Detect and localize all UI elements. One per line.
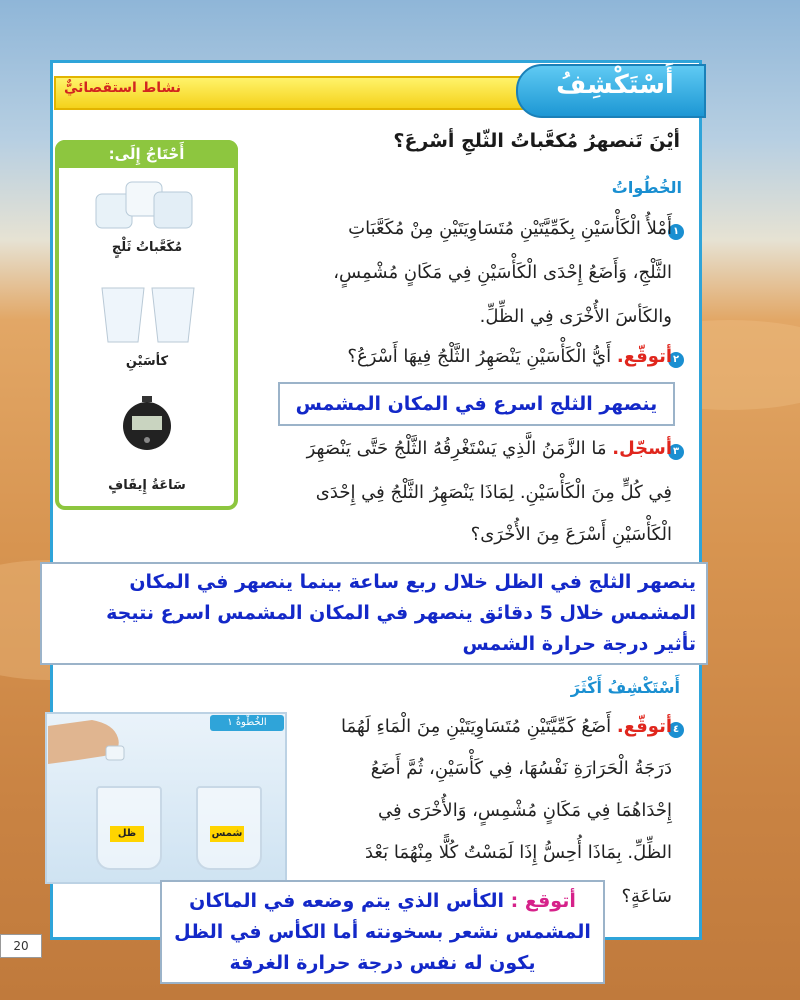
cups-icon xyxy=(98,284,198,346)
ice-cubes-icon xyxy=(92,176,202,234)
step2-text: أَيُّ الْكَأْسَيْنِ يَنْصَهِرُ الثَّلْجُ فِيهَا أَسْرَعُ؟ xyxy=(347,346,617,367)
material-cups-label: كأسَيْنِ xyxy=(125,354,169,369)
answer-line: تأثير درجة حرارة الشمس xyxy=(462,633,696,655)
material-ice-label: مُكَعَّباتُ ثَلْجٍ xyxy=(111,240,183,255)
answer-line: المشمس خلال 5 دقائق ينصهر في المكان المشمس اسرع نتيجة xyxy=(106,602,696,624)
step3-text: مَا الزَّمَنُ الَّذِي يَسْتَغْرِقُهُ الثَّلْجُ حَتَّى يَنْصَهِرَ xyxy=(306,438,613,459)
step4-line xyxy=(341,716,672,737)
step-number: ١ xyxy=(668,224,684,240)
record-keyword: أسجّل. xyxy=(612,438,672,459)
explore-more-heading: أَسْتَكْشِفُ أَكْثَرَ xyxy=(570,678,680,697)
section-title: أَسْتَكْشِفُ xyxy=(556,70,674,100)
step4-line: إِحْدَاهُمَا فِي مَكَانٍ مُشْمِسٍ، وَالأُخْرَى فِي xyxy=(377,800,672,821)
answer-text: الكأس الذي يتم وضعه في الماكان xyxy=(189,890,505,912)
predict-keyword: أتوقّع. xyxy=(616,346,672,367)
answer-box-step4 xyxy=(160,880,605,984)
step1-line: الثَّلْجِ، وَأَضَعُ إِحْدَى الْكَأْسَيْنِ فِي مَكَانٍ مُشْمِسٍ، xyxy=(333,262,672,283)
step-number: ٢ xyxy=(668,352,684,368)
step4-line: الظِّلِّ. بِمَاذَا أُحِسُّ إِذَا لَمَسْتُ كُلًّا مِنْهُمَا بَعْدَ xyxy=(364,842,672,863)
photo-step-tag: الخُطْوةُ ١ xyxy=(210,715,284,731)
step3-line xyxy=(307,438,672,459)
question-title: أيْنَ تَنصهرُ مُكعَّباتُ الثّلجِ أسْرعَ؟ xyxy=(393,130,680,152)
step3-line: فِي كُلٍّ مِنَ الْكَأْسَيْنِ. لِمَاذَا يَنْصَهِرُ الثَّلْجُ فِي إِحْدَى xyxy=(315,482,672,503)
step-number: ٣ xyxy=(668,444,684,460)
stopwatch-icon xyxy=(120,396,174,452)
answer-box-step2: ينصهر الثلج اسرع في المكان المشمس xyxy=(278,382,675,426)
page-number: 20 xyxy=(0,934,42,958)
step1-line: أَمْلأُ الْكَأْسَيْنِ بِكَمِّيَّتَيْنِ مُتَسَاوِيَتَيْنِ مِنْ مُكَعَّبَاتِ xyxy=(348,218,672,239)
banner-label: نشاط استقصائيٌّ xyxy=(64,80,182,96)
shade-cup-label: ظل xyxy=(110,826,144,842)
answer-line: المشمس نشعر بسخونته أما الكأس في الظل xyxy=(174,921,591,943)
sun-cup-label: شمس xyxy=(210,826,244,842)
step4-line: دَرَجَةُ الْحَرَارَةِ نَفْسُهَا، فِي كَأْسَيْنِ، ثُمَّ أَضَعُ xyxy=(370,758,672,779)
answer-line xyxy=(172,886,593,917)
hand-with-ice-icon xyxy=(48,716,148,778)
step4-text: أَضَعُ كَمِّيَّتَيْنِ مُتَسَاوِيَتَيْنِ مِنَ الْمَاءِ لَهُمَا xyxy=(340,716,617,737)
answer-box-step3 xyxy=(40,562,708,665)
materials-heading: أَحْتَاجُ إِلَى: xyxy=(55,140,238,168)
step3-line: الْكَأْسَيْنِ أَسْرَعَ مِنَ الأُخْرَى؟ xyxy=(470,524,672,545)
answer-line: ينصهر الثلج في الظل خلال ربع ساعة بينما ينصهر في المكان xyxy=(129,571,696,593)
step1-line: والكَأسَ الأُخْرَى فِي الظِّلِّ. xyxy=(479,306,672,327)
steps-heading: الخُطُواتُ xyxy=(611,178,682,197)
step2-line xyxy=(347,346,672,367)
step-number: ٤ xyxy=(668,722,684,738)
step4-line: سَاعَةٍ؟ xyxy=(621,886,672,907)
answer-line: يكون له نفس درجة حرارة الغرفة xyxy=(229,952,536,974)
material-stopwatch-label: سَاعَةُ إِيقَافٍ xyxy=(108,478,186,493)
answer-keyword: أتوقع : xyxy=(504,890,576,912)
predict-keyword: أتوقّع. xyxy=(616,716,672,737)
